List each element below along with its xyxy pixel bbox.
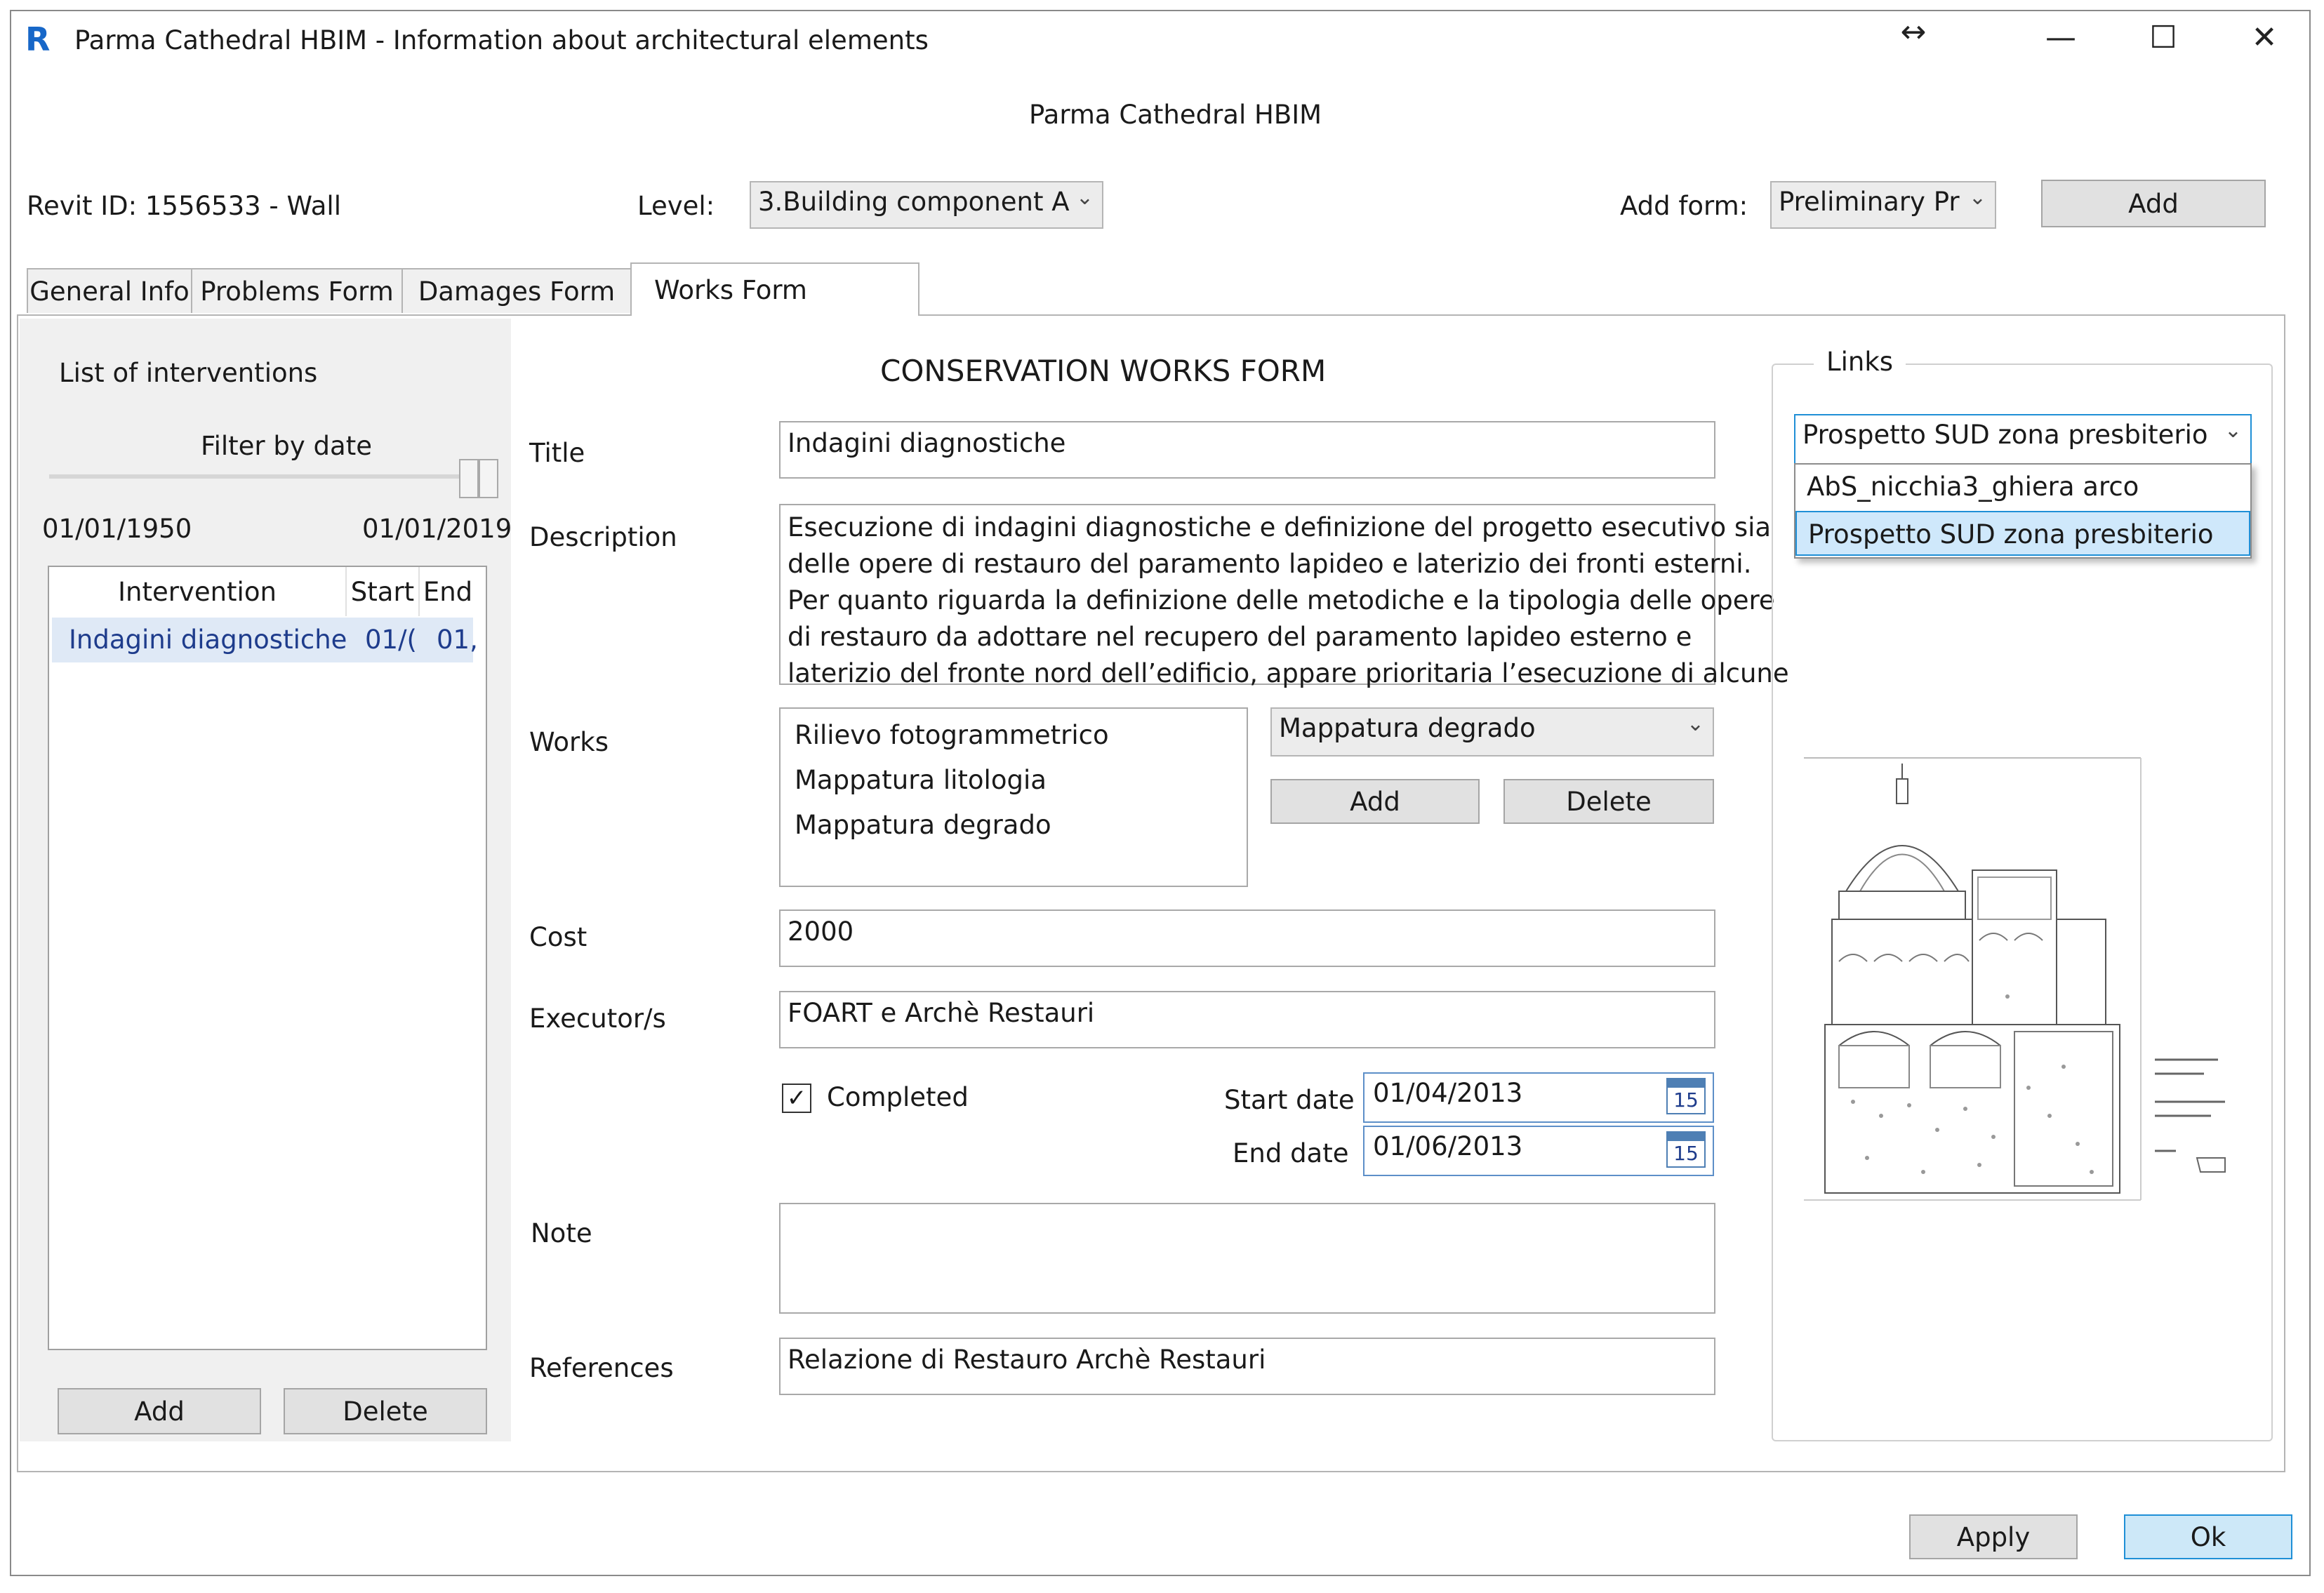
range-end: 01/01/2019 [362,514,512,544]
chevron-down-icon: ⌄ [1686,712,1704,736]
revit-logo-icon: R [25,20,51,58]
tab-problems-form[interactable]: Problems Form [191,268,403,313]
note-label: Note [531,1218,592,1248]
delete-intervention-button[interactable]: Delete [284,1388,487,1434]
maximize-button[interactable]: ☐ [2149,20,2177,55]
description-line: Per quanto riguarda la definizione delle metodiche e la tipologia delle opere [788,585,1775,615]
delete-work-button[interactable]: Delete [1503,779,1714,824]
range-start: 01/01/1950 [42,514,192,544]
interventions-heading: List of interventions [59,358,318,388]
project-title: Parma Cathedral HBIM [1029,100,1322,130]
links-select-value: Prospetto SUD zona presbiterio [1802,420,2208,450]
tab-damages-form[interactable]: Damages Form [401,268,632,313]
list-item[interactable]: Rilievo fotogrammetrico [795,720,1109,750]
column-header-start[interactable]: Start [347,567,420,616]
works-list[interactable] [779,707,1248,887]
level-label: Level: [637,191,715,221]
description-label: Description [529,522,677,552]
calendar-icon[interactable] [1666,1131,1706,1168]
apply-button[interactable]: Apply [1909,1514,2078,1559]
cost-label: Cost [529,922,587,952]
title-label: Title [529,438,585,468]
works-label: Works [529,727,609,757]
references-label: References [529,1353,674,1383]
add-intervention-button[interactable]: Add [58,1388,261,1434]
add-form-label: Add form: [1620,191,1748,221]
add-form-button[interactable]: Add [2041,180,2266,227]
filter-label: Filter by date [201,431,372,461]
table-row[interactable] [52,618,478,662]
chevron-down-icon: ⌄ [2224,418,2242,443]
calendar-day: 15 [1673,1142,1699,1165]
start-date-picker[interactable] [1363,1072,1714,1123]
close-button[interactable]: ✕ [2251,20,2278,55]
add-work-button[interactable]: Add [1270,779,1480,824]
resize-icon[interactable]: ↔ [1900,14,1927,50]
description-line: Esecuzione di indagini diagnostiche e definizione del progetto esecutivo sia [788,512,1772,542]
cell-start: 01/( [365,625,417,655]
links-select[interactable] [1794,414,2252,465]
elevation-drawing-image [1797,751,2253,1200]
dropdown-option-selected[interactable]: Prospetto SUD zona presbiterio [1795,511,2250,556]
end-date-picker[interactable] [1363,1126,1714,1176]
tab-general-info[interactable]: General Info [27,268,192,313]
calendar-day: 15 [1673,1088,1699,1112]
calendar-icon[interactable] [1666,1078,1706,1114]
completed-checkbox[interactable]: ✓ [782,1084,811,1113]
level-select[interactable] [750,181,1103,229]
date-slider-track[interactable] [49,474,477,479]
chevron-down-icon: ⌄ [1075,185,1094,210]
cell-intervention: Indagini diagnostiche [69,625,347,655]
level-select-value: 3.Building component A [758,187,1070,217]
start-date-label: Start date [1224,1085,1355,1115]
executor-label: Executor/s [529,1004,666,1034]
add-form-select-value: Preliminary Pr [1779,187,1960,217]
links-dropdown-list [1794,463,2252,559]
column-header-end[interactable]: End [423,576,473,607]
add-form-select[interactable] [1770,181,1996,229]
executor-field[interactable]: FOART e Archè Restauri [779,991,1715,1048]
cell-end: 01, [437,625,478,655]
description-field[interactable] [779,504,1789,688]
cost-field[interactable]: 2000 [779,909,1715,967]
dropdown-option[interactable]: AbS_nicchia3_ghiera arco [1807,472,2139,502]
description-line: laterizio del fronte nord dell’edificio, appare prioritaria l’esecuzione di alcune [788,658,1789,688]
chevron-down-icon: ⌄ [1968,185,1986,210]
works-select[interactable] [1270,707,1714,756]
date-slider-thumb-start[interactable] [459,459,479,498]
form-heading: CONSERVATION WORKS FORM [880,354,1327,388]
minimize-button[interactable]: — [2045,20,2076,55]
window-title: Parma Cathedral HBIM - Information about architectural elements [74,25,929,55]
references-field[interactable]: Relazione di Restauro Archè Restauri [779,1338,1715,1395]
description-line: di restauro da adottare nel recupero del paramento lapideo esterno e [788,622,1692,652]
description-line: delle opere di restauro del paramento lapideo e laterizio dei fronti esterni. [788,549,1752,579]
end-date-value: 01/06/2013 [1373,1131,1523,1161]
completed-label: Completed [827,1082,969,1112]
links-label: Links [1814,347,1906,377]
title-field[interactable]: Indagini diagnostiche [779,421,1715,479]
date-slider-thumb-end[interactable] [479,459,498,498]
ok-button[interactable]: Ok [2124,1514,2292,1559]
works-select-value: Mappatura degrado [1279,713,1536,743]
interventions-table [48,566,487,1350]
note-field[interactable] [779,1203,1715,1314]
tab-works-form[interactable]: Works Form [630,262,919,316]
list-item[interactable]: Mappatura degrado [795,810,1051,840]
revit-id-label: Revit ID: 1556533 - Wall [27,191,341,221]
list-item[interactable]: Mappatura litologia [795,765,1047,795]
start-date-value: 01/04/2013 [1373,1078,1523,1108]
end-date-label: End date [1233,1138,1349,1168]
column-header-intervention[interactable]: Intervention [49,567,347,616]
